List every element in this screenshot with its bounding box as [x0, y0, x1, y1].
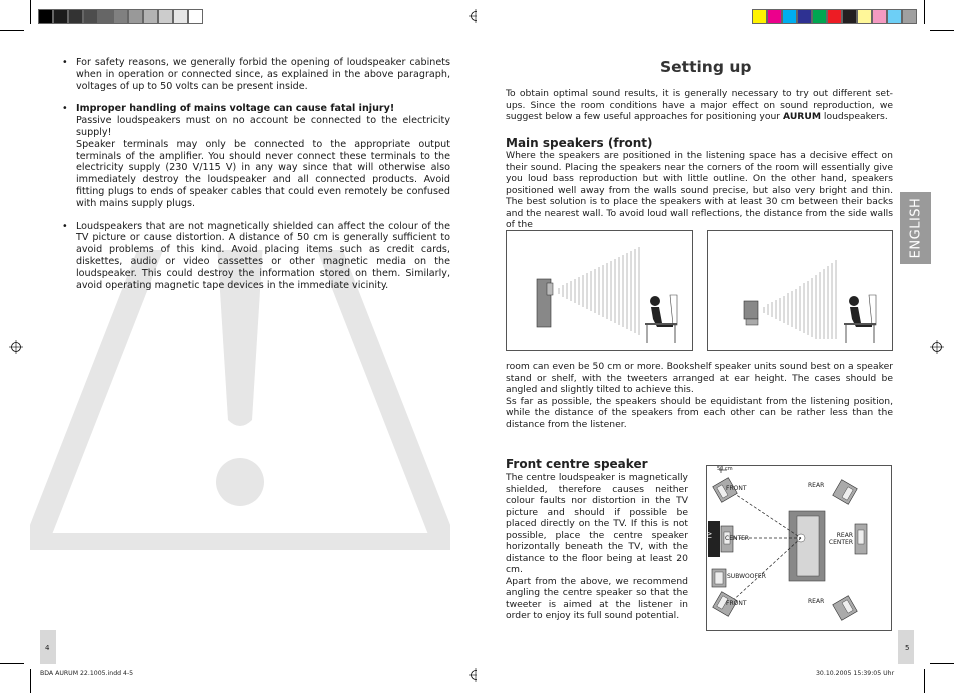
- footer-date: 30.10.2005 15:39:05 Uhr: [816, 670, 895, 677]
- paragraph: The centre loudspeaker is magnetically shielded, therefore causes neither colour faults nor distortion in the TV picture and should if possible be placed directly on the TV. If this is not possible, place the centre speaker horizontally beneath the TV, with the distance to the floor being at least 20 cm.: [506, 472, 688, 575]
- rear-bottom-label: REAR: [808, 598, 825, 605]
- bullet-item: [62, 103, 450, 209]
- rear-top-label: REAR: [808, 482, 825, 489]
- color-swatch: [128, 9, 143, 24]
- brand-name: AURUM: [783, 111, 821, 122]
- bullet-paragraph: Passive loudspeakers must on no account be connected to the electricity supply!: [76, 115, 450, 138]
- language-tab: [900, 192, 931, 264]
- bullet-item: [62, 57, 450, 92]
- registration-mark-icon: [930, 340, 944, 354]
- color-swatch: [53, 9, 68, 24]
- color-swatch: [173, 9, 188, 24]
- registration-mark-icon: [469, 668, 477, 682]
- safety-instructions: [62, 57, 450, 302]
- tv-label: TV: [706, 531, 714, 540]
- front-bottom-label: FRONT: [726, 600, 747, 607]
- page-number: 5: [905, 644, 910, 652]
- main-speakers-heading: Main speakers (front): [506, 136, 653, 150]
- color-swatch: [827, 9, 842, 24]
- color-swatch: [767, 9, 782, 24]
- paragraph: Ss far as possible, the speakers should be equidistant from the listening position, while the distance of the speakers from each other can be rather less than the distance from the listener.: [506, 395, 893, 430]
- dimension-label: 50 cm: [717, 466, 733, 472]
- color-swatch: [752, 9, 767, 24]
- color-swatch: [188, 9, 203, 24]
- subwoofer-label: SUBWOOFER: [727, 573, 766, 580]
- warning-heading: Improper handling of mains voltage can cause fatal injury!: [76, 103, 395, 115]
- bullet-dot: •: [62, 103, 68, 115]
- bullet-paragraph: For safety reasons, we generally forbid the opening of loudspeaker cabinets when in operation or connected since, as explained in the above paragraph, voltages of up to 50 volts can be present inside.: [76, 57, 450, 92]
- bookshelf-speaker-figure: [707, 230, 893, 351]
- speaker-placement-illustration: [507, 231, 692, 350]
- color-swatch: [98, 9, 113, 24]
- intro-paragraph: [506, 88, 893, 123]
- color-swatch: [842, 9, 857, 24]
- color-swatch: [113, 9, 128, 24]
- bookshelf-speaker-illustration: [708, 231, 892, 350]
- intro-text: To obtain optimal sound results, it is generally necessary to try out different set-ups. Since the room conditions have a major effect on sound reproduction, we suggest below a few useful approaches for positioning your: [506, 88, 893, 122]
- color-swatch: [797, 9, 812, 24]
- intro-text-end: loudspeakers.: [820, 111, 888, 122]
- bullet-dot: •: [62, 220, 68, 232]
- grayscale-color-bar: [38, 9, 203, 24]
- right-page: [477, 0, 954, 693]
- color-swatch: [38, 9, 53, 24]
- color-swatch: [782, 9, 797, 24]
- language-tab-label: ENGLISH: [908, 197, 923, 259]
- registration-mark-icon: [9, 340, 23, 354]
- crop-mark: [924, 669, 925, 693]
- color-swatch: [902, 9, 917, 24]
- page-title: Setting up: [660, 58, 752, 76]
- crop-mark: [30, 669, 31, 693]
- surround-layout-diagram: [706, 465, 892, 631]
- bullet-dot: •: [62, 57, 68, 68]
- front-top-label: FRONT: [726, 485, 747, 492]
- main-speakers-text: Where the speakers are positioned in the listening space has a decisive effect on their sound. Placing the speakers near the corners of the room will essentially give you loud bass reproduction but with little outline. On the other hand, speakers positioned well away from the walls sound precise, but also very bright and thin. The best solution is to place the speakers with at least 30 cm between their backs and the nearest wall. To avoid loud wall reflections, the distance from the side walls of the: [506, 150, 893, 230]
- crop-mark: [924, 0, 925, 24]
- color-swatch: [158, 9, 173, 24]
- bullet-item: [62, 221, 450, 292]
- footer-file-name: BDA AURUM 22.1005.indd 4-5: [40, 670, 134, 677]
- speaker-placement-figure: [506, 230, 693, 351]
- main-speakers-text-continued: [506, 361, 893, 430]
- color-swatch: [857, 9, 872, 24]
- crop-mark: [0, 663, 24, 664]
- color-swatch: [68, 9, 83, 24]
- rear-center-label: REAR CENTER: [828, 532, 853, 546]
- color-swatch: [887, 9, 902, 24]
- color-swatch: [872, 9, 887, 24]
- paragraph: room can even be 50 cm or more. Bookshelf speaker units sound best on a speaker stand or shelf, with the tweeters arranged at ear height. The cases should be angled and slightly tilted to achieve this.: [506, 361, 893, 395]
- crop-mark: [930, 30, 954, 31]
- color-swatch: [83, 9, 98, 24]
- color-swatch: [143, 9, 158, 24]
- front-centre-heading: Front centre speaker: [506, 457, 648, 471]
- registration-mark-icon: [469, 9, 477, 23]
- page-number: 4: [45, 644, 50, 652]
- process-color-bar: [752, 9, 917, 24]
- crop-mark: [930, 663, 954, 664]
- front-centre-text: [506, 472, 688, 622]
- crop-mark: [0, 30, 24, 31]
- color-swatch: [812, 9, 827, 24]
- bullet-paragraph: Speaker terminals may only be connected to the appropriate output terminals of the amplifier. You should never connect these terminals to the electricity supply (230 V/115 V) in any way since that will otherwise also immediately destroy the loudspeaker and all connected products. Avoid fitting plugs to ends of speaker cables that could even remotely be confused with mains supply plugs.: [76, 138, 450, 209]
- center-label: CENTER: [725, 535, 750, 542]
- bullet-paragraph: Loudspeakers that are not magnetically shielded can affect the colour of the TV picture or cause distortion. A distance of 50 cm is generally sufficient to avoid problems of this kind. Avoid placing items such as credit cards, diskettes, audio or video cassettes or other magnetic media on the loudspeaker. This could destroy the information stored on them. Similarly, avoid operating magnetic tape devices in the immediate vicinity.: [76, 220, 450, 291]
- crop-mark: [30, 0, 31, 24]
- paragraph: Apart from the above, we recommend angling the centre speaker so that the tweeter is aimed at the listener in order to enjoy its full sound potential.: [506, 575, 688, 621]
